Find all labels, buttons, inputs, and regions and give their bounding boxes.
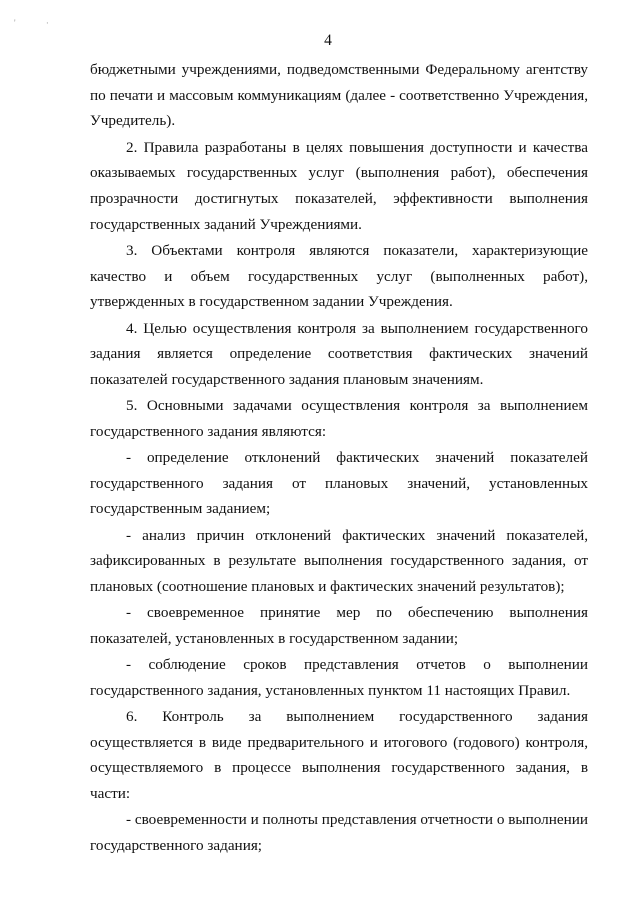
paragraph-5: 5. Основными задачами осуществления контроля за выполнением государственного задания являются:: [90, 397, 588, 440]
list-item-5-a: - определение отклонений фактических значений показателей государственного задания от плановых значений, установленных государственным заданием;: [90, 449, 588, 518]
paragraph-continuation: бюджетными учреждениями, подведомственными Федеральному агентству по печати и массовым коммуникациям (далее - соответственно Учреждения, Учредитель).: [90, 61, 588, 130]
page-number: 4: [324, 32, 332, 49]
list-item-5-b: - анализ причин отклонений фактических значений показателей, зафиксированных в результате выполнения государственного задания, от плановых (соотношение плановых и фактических значений результатов);: [90, 526, 588, 596]
paragraph-2: 2. Правила разработаны в целях повышения доступности и качества оказываемых государственных услуг (выполнения работ), обеспечения прозрачности достигнутых показателей, эффективности выполнения государственных заданий Учреждениями.: [90, 138, 588, 233]
document-body: [90, 57, 588, 859]
list-item-5-d: - соблюдение сроков представления отчетов о выполнении государственного задания, установленных пунктом 11 настоящих Правил.: [90, 656, 588, 699]
list-item-5-c: - своевременное принятие мер по обеспечению выполнения показателей, установленных в государственном задании;: [90, 604, 588, 647]
scan-specks: ' ·: [14, 18, 63, 28]
list-item-6-a: - своевременности и полноты представления отчетности о выполнении государственного задания;: [90, 811, 588, 855]
paragraph-3: 3. Объектами контроля являются показатели, характеризующие качество и объем государственных услуг (выполненных работ), утвержденных в государственном задании Учреждения.: [90, 241, 588, 311]
paragraph-6: 6. Контроль за выполнением государственного задания осуществляется в виде предварительного и итогового (годового) контроля, осуществляемого в процессе выполнения государственного задания, в части:: [90, 708, 588, 803]
paragraph-4: 4. Целью осуществления контроля за выполнением государственного задания является определение соответствия фактических значений показателей государственного задания плановым значениям.: [90, 319, 588, 388]
